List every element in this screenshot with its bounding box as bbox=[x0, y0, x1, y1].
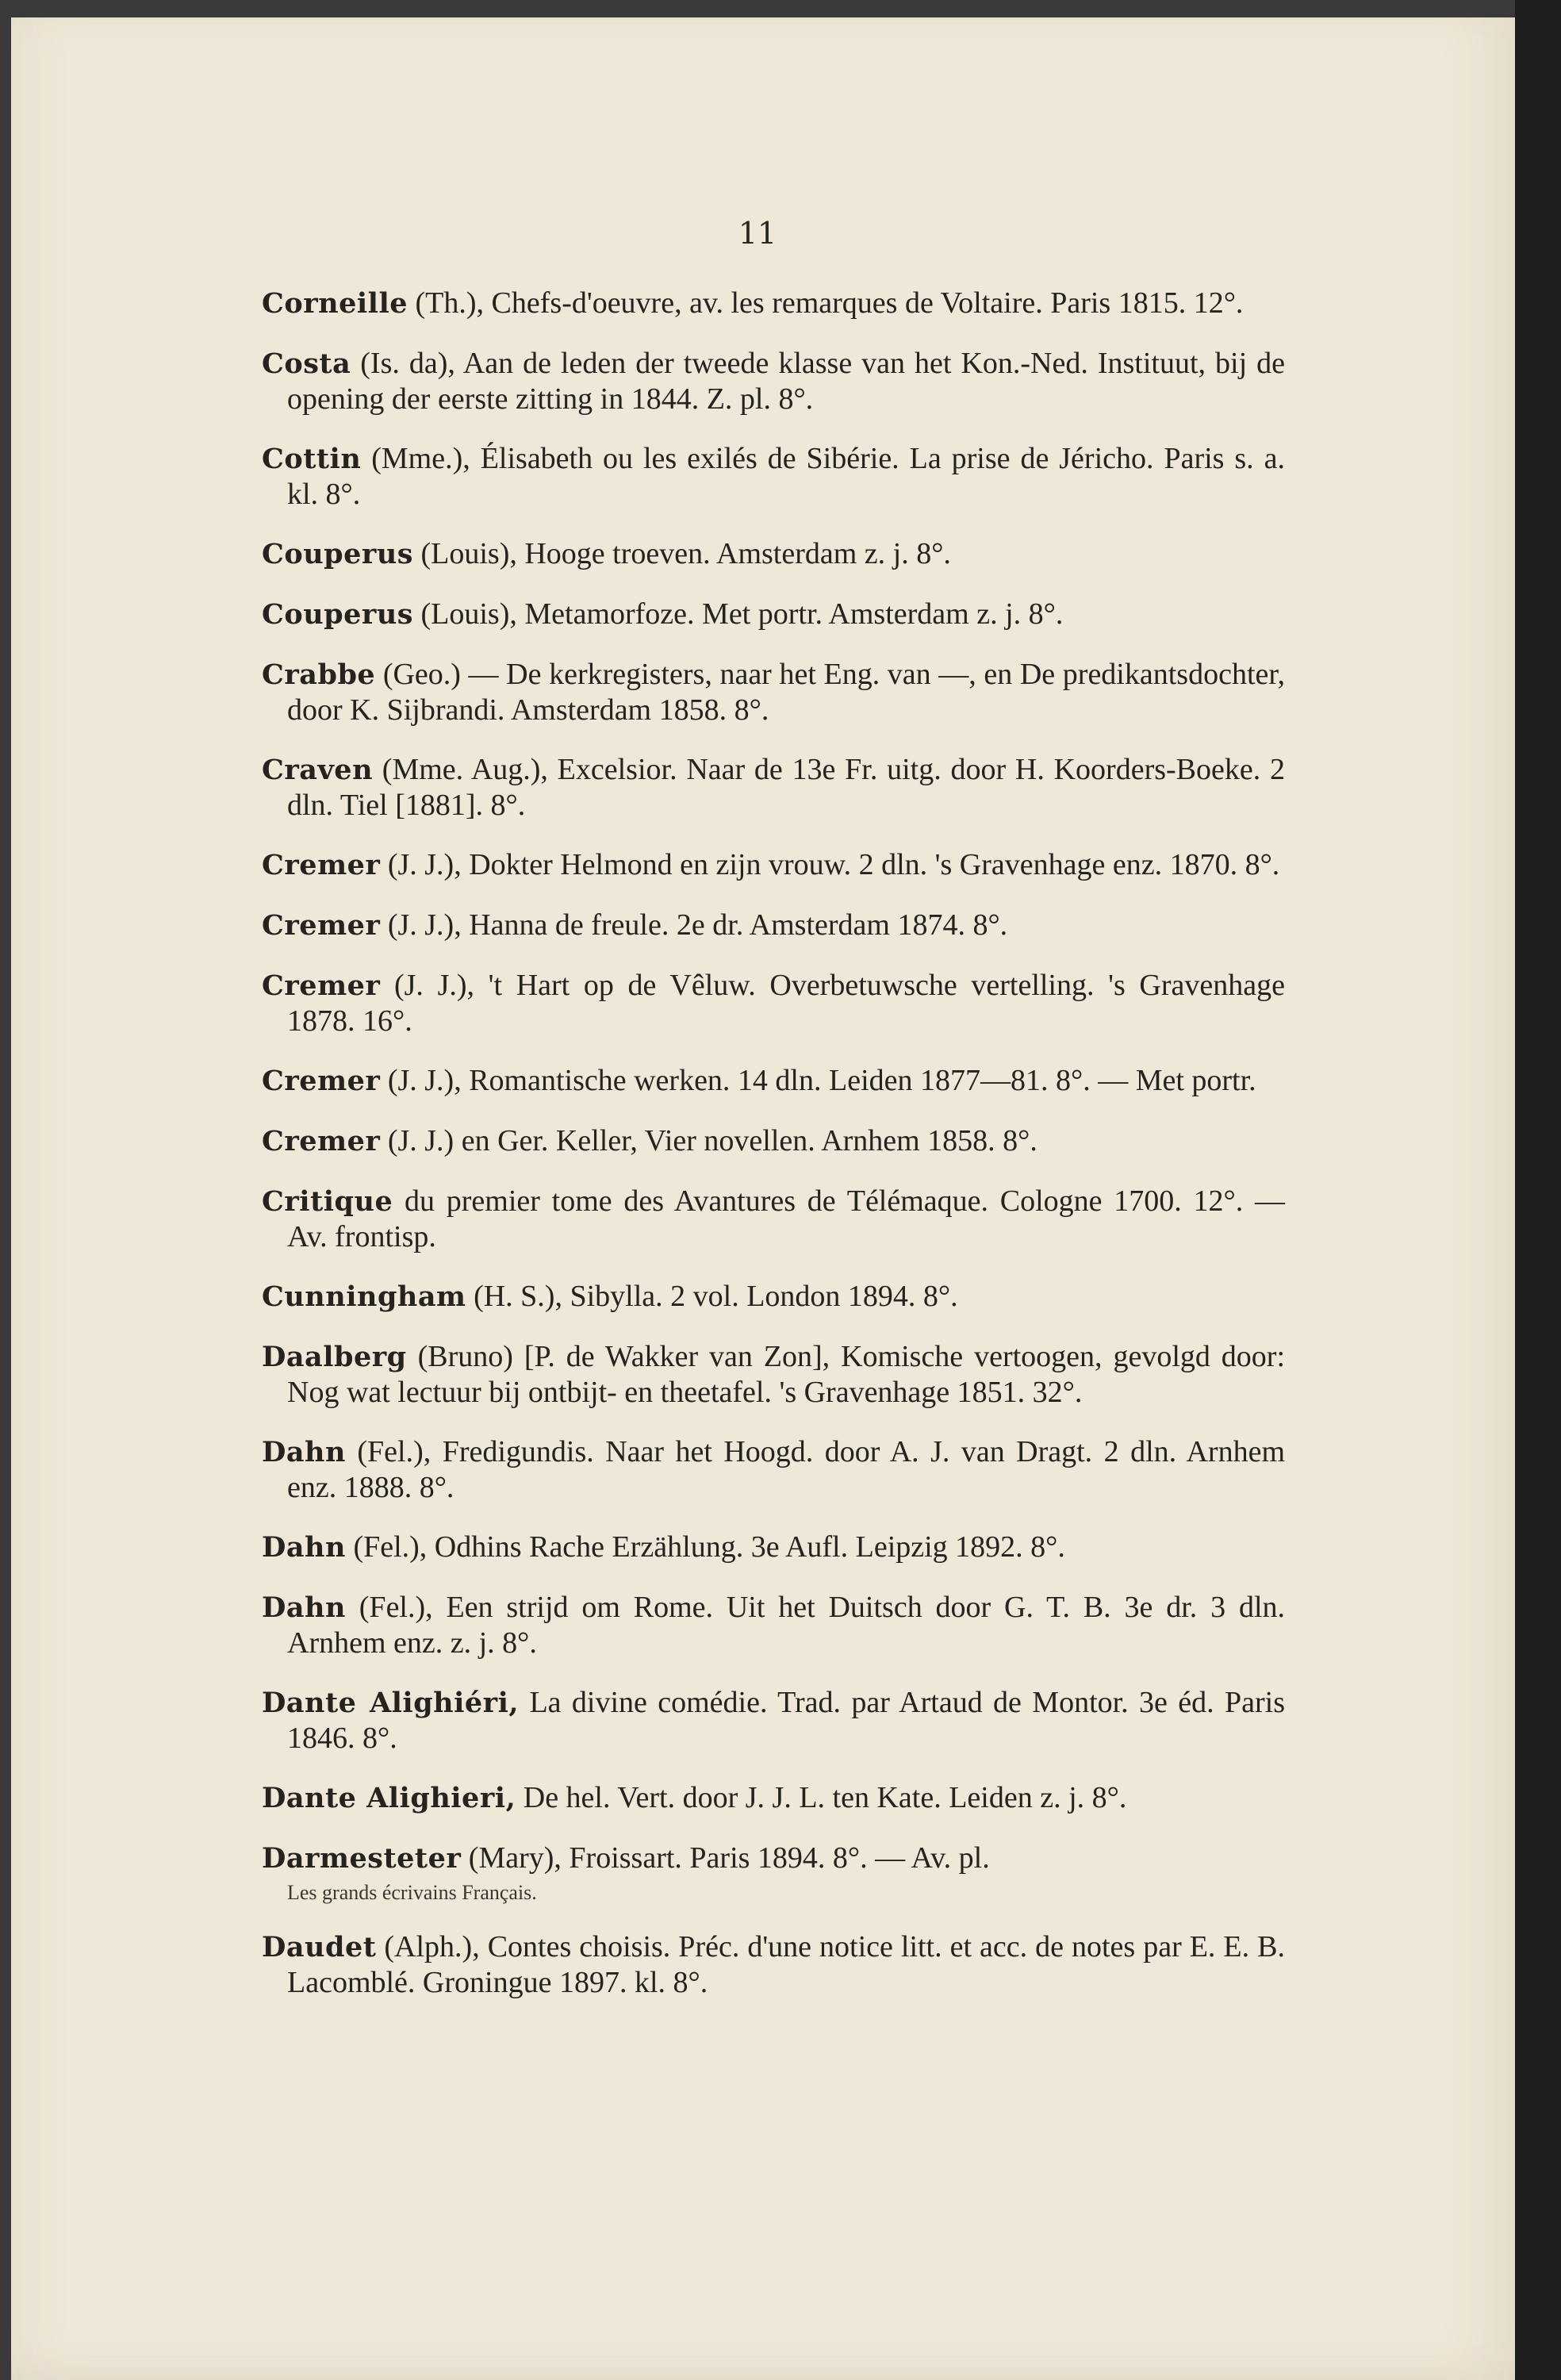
catalogue-entries bbox=[262, 286, 1285, 2025]
series-note: Les grands écrivains Français. bbox=[287, 1881, 537, 1904]
catalogue-entry bbox=[262, 657, 1285, 727]
catalogue-entry bbox=[262, 1123, 1285, 1159]
scan-right-border bbox=[1515, 0, 1561, 2380]
catalogue-entry bbox=[262, 1590, 1285, 1660]
entry-author: Critique bbox=[262, 1185, 393, 1218]
entry-text: (Louis), Metamorfoze. Met portr. Amsterdam z. j. 8°. bbox=[420, 597, 1064, 631]
entry-text: (Geo.) — De kerkregisters, naar het Eng. van —, en De predikantsdochter, door K. Sijbrandi. Amsterdam 1858. 8°. bbox=[287, 658, 1286, 727]
entry-text: (Is. da), Aan de leden der tweede klasse van het Kon.-Ned. Instituut, bij de opening der eerste zitting in 1844. Z. pl. 8°. bbox=[287, 347, 1285, 416]
scan-top-border bbox=[0, 0, 1515, 17]
entry-text: (Fel.), Een strijd om Rome. Uit het Duitsch door G. T. B. 3e dr. 3 dln. Arnhem enz. z. j. 8°. bbox=[287, 1591, 1285, 1660]
catalogue-entry bbox=[262, 1063, 1285, 1099]
entry-author: Dahn bbox=[262, 1591, 346, 1624]
scan-left-border bbox=[0, 0, 11, 2380]
entry-text: (Mme.), Élisabeth ou les exilés de Sibérie. La prise de Jéricho. Paris s. a. kl. 8°. bbox=[287, 442, 1285, 511]
catalogue-entry bbox=[262, 597, 1285, 632]
entry-text: (Mme. Aug.), Excelsior. Naar de 13e Fr. uitg. door H. Koorders-Boeke. 2 dln. Tiel [1881]. 8°. bbox=[287, 753, 1286, 822]
entry-author: Cremer bbox=[262, 969, 381, 1002]
catalogue-entry bbox=[262, 847, 1285, 883]
entry-text: (Alph.), Contes choisis. Préc. d'une notice litt. et acc. de notes par E. E. B. Lacomblé. Groningue 1897. kl. 8°. bbox=[287, 1930, 1285, 1999]
entry-author: Cremer bbox=[262, 909, 381, 942]
entry-author: Darmesteter bbox=[262, 1842, 462, 1875]
catalogue-entry bbox=[262, 346, 1285, 416]
catalogue-entry bbox=[262, 1279, 1285, 1315]
catalogue-entry bbox=[262, 752, 1285, 823]
entry-author: Crabbe bbox=[262, 658, 376, 691]
catalogue-entry bbox=[262, 908, 1285, 943]
entry-text: (Louis), Hooge troeven. Amsterdam z. j. 8°. bbox=[420, 537, 951, 570]
entry-text: (J. J.), 't Hart op de Vêluw. Overbetuwsche vertelling. 's Gravenhage 1878. 16°. bbox=[287, 969, 1285, 1038]
entry-author: Dahn bbox=[262, 1531, 346, 1564]
entry-text: (Mary), Froissart. Paris 1894. 8°. — Av. pl. bbox=[468, 1841, 990, 1875]
entry-author: Corneille bbox=[262, 287, 408, 320]
entry-text: (J. J.), Romantische werken. 14 dln. Leiden 1877—81. 8°. — Met portr. bbox=[387, 1064, 1256, 1097]
entry-author: Costa bbox=[262, 347, 351, 380]
entry-author: Daudet bbox=[262, 1931, 377, 1964]
page-number: 11 bbox=[738, 216, 777, 251]
catalogue-entry bbox=[262, 1685, 1285, 1756]
entry-author: Dante Alighiéri, bbox=[262, 1687, 520, 1719]
catalogue-entry bbox=[262, 1780, 1285, 1816]
catalogue-entry bbox=[262, 1184, 1285, 1254]
catalogue-entry bbox=[262, 1929, 1285, 2000]
entry-author: Craven bbox=[262, 754, 374, 786]
entry-author: Dante Alighieri, bbox=[262, 1782, 516, 1814]
entry-text: (Bruno) [P. de Wakker van Zon], Komische vertoogen, gevolgd door: Nog wat lectuur bij ontbijt- en theetafel. 's Gravenhage 1851. 32°. bbox=[287, 1340, 1285, 1409]
catalogue-entry bbox=[262, 1841, 1285, 1905]
entry-text: (J. J.) en Ger. Keller, Vier novellen. Arnhem 1858. 8°. bbox=[387, 1124, 1037, 1157]
catalogue-entry bbox=[262, 1530, 1285, 1565]
catalogue-entry bbox=[262, 286, 1285, 321]
entry-text: (H. S.), Sibylla. 2 vol. London 1894. 8°. bbox=[474, 1280, 958, 1313]
catalogue-entry bbox=[262, 536, 1285, 572]
entry-text: (J. J.), Hanna de freule. 2e dr. Amsterdam 1874. 8°. bbox=[387, 908, 1008, 942]
catalogue-entry bbox=[262, 1339, 1285, 1410]
entry-author: Cremer bbox=[262, 1125, 381, 1157]
entry-text: (J. J.), Dokter Helmond en zijn vrouw. 2 dln. 's Gravenhage enz. 1870. 8°. bbox=[387, 848, 1280, 881]
catalogue-entry bbox=[262, 1434, 1285, 1505]
entry-author: Daalberg bbox=[262, 1341, 407, 1373]
entry-author: Cremer bbox=[262, 849, 381, 881]
catalogue-entry bbox=[262, 441, 1285, 512]
entry-author: Couperus bbox=[262, 538, 413, 570]
entry-text: (Fel.), Odhins Rache Erzählung. 3e Aufl. Leipzig 1892. 8°. bbox=[353, 1530, 1065, 1564]
entry-author: Couperus bbox=[262, 598, 413, 631]
entry-text: De hel. Vert. door J. J. L. ten Kate. Leiden z. j. 8°. bbox=[523, 1781, 1127, 1814]
entry-text: du premier tome des Avantures de Télémaque. Cologne 1700. 12°. — Av. frontisp. bbox=[287, 1184, 1285, 1253]
entry-author: Dahn bbox=[262, 1436, 346, 1468]
entry-author: Cottin bbox=[262, 443, 362, 475]
entry-text: (Th.), Chefs-d'oeuvre, av. les remarques de Voltaire. Paris 1815. 12°. bbox=[415, 286, 1244, 320]
entry-author: Cremer bbox=[262, 1065, 381, 1097]
entry-author: Cunningham bbox=[262, 1280, 466, 1313]
entry-text: La divine comédie. Trad. par Artaud de Montor. 3e éd. Paris 1846. 8°. bbox=[287, 1686, 1285, 1755]
entry-text: (Fel.), Fredigundis. Naar het Hoogd. door A. J. van Dragt. 2 dln. Arnhem enz. 1888. 8°. bbox=[287, 1435, 1286, 1504]
catalogue-entry bbox=[262, 968, 1285, 1038]
